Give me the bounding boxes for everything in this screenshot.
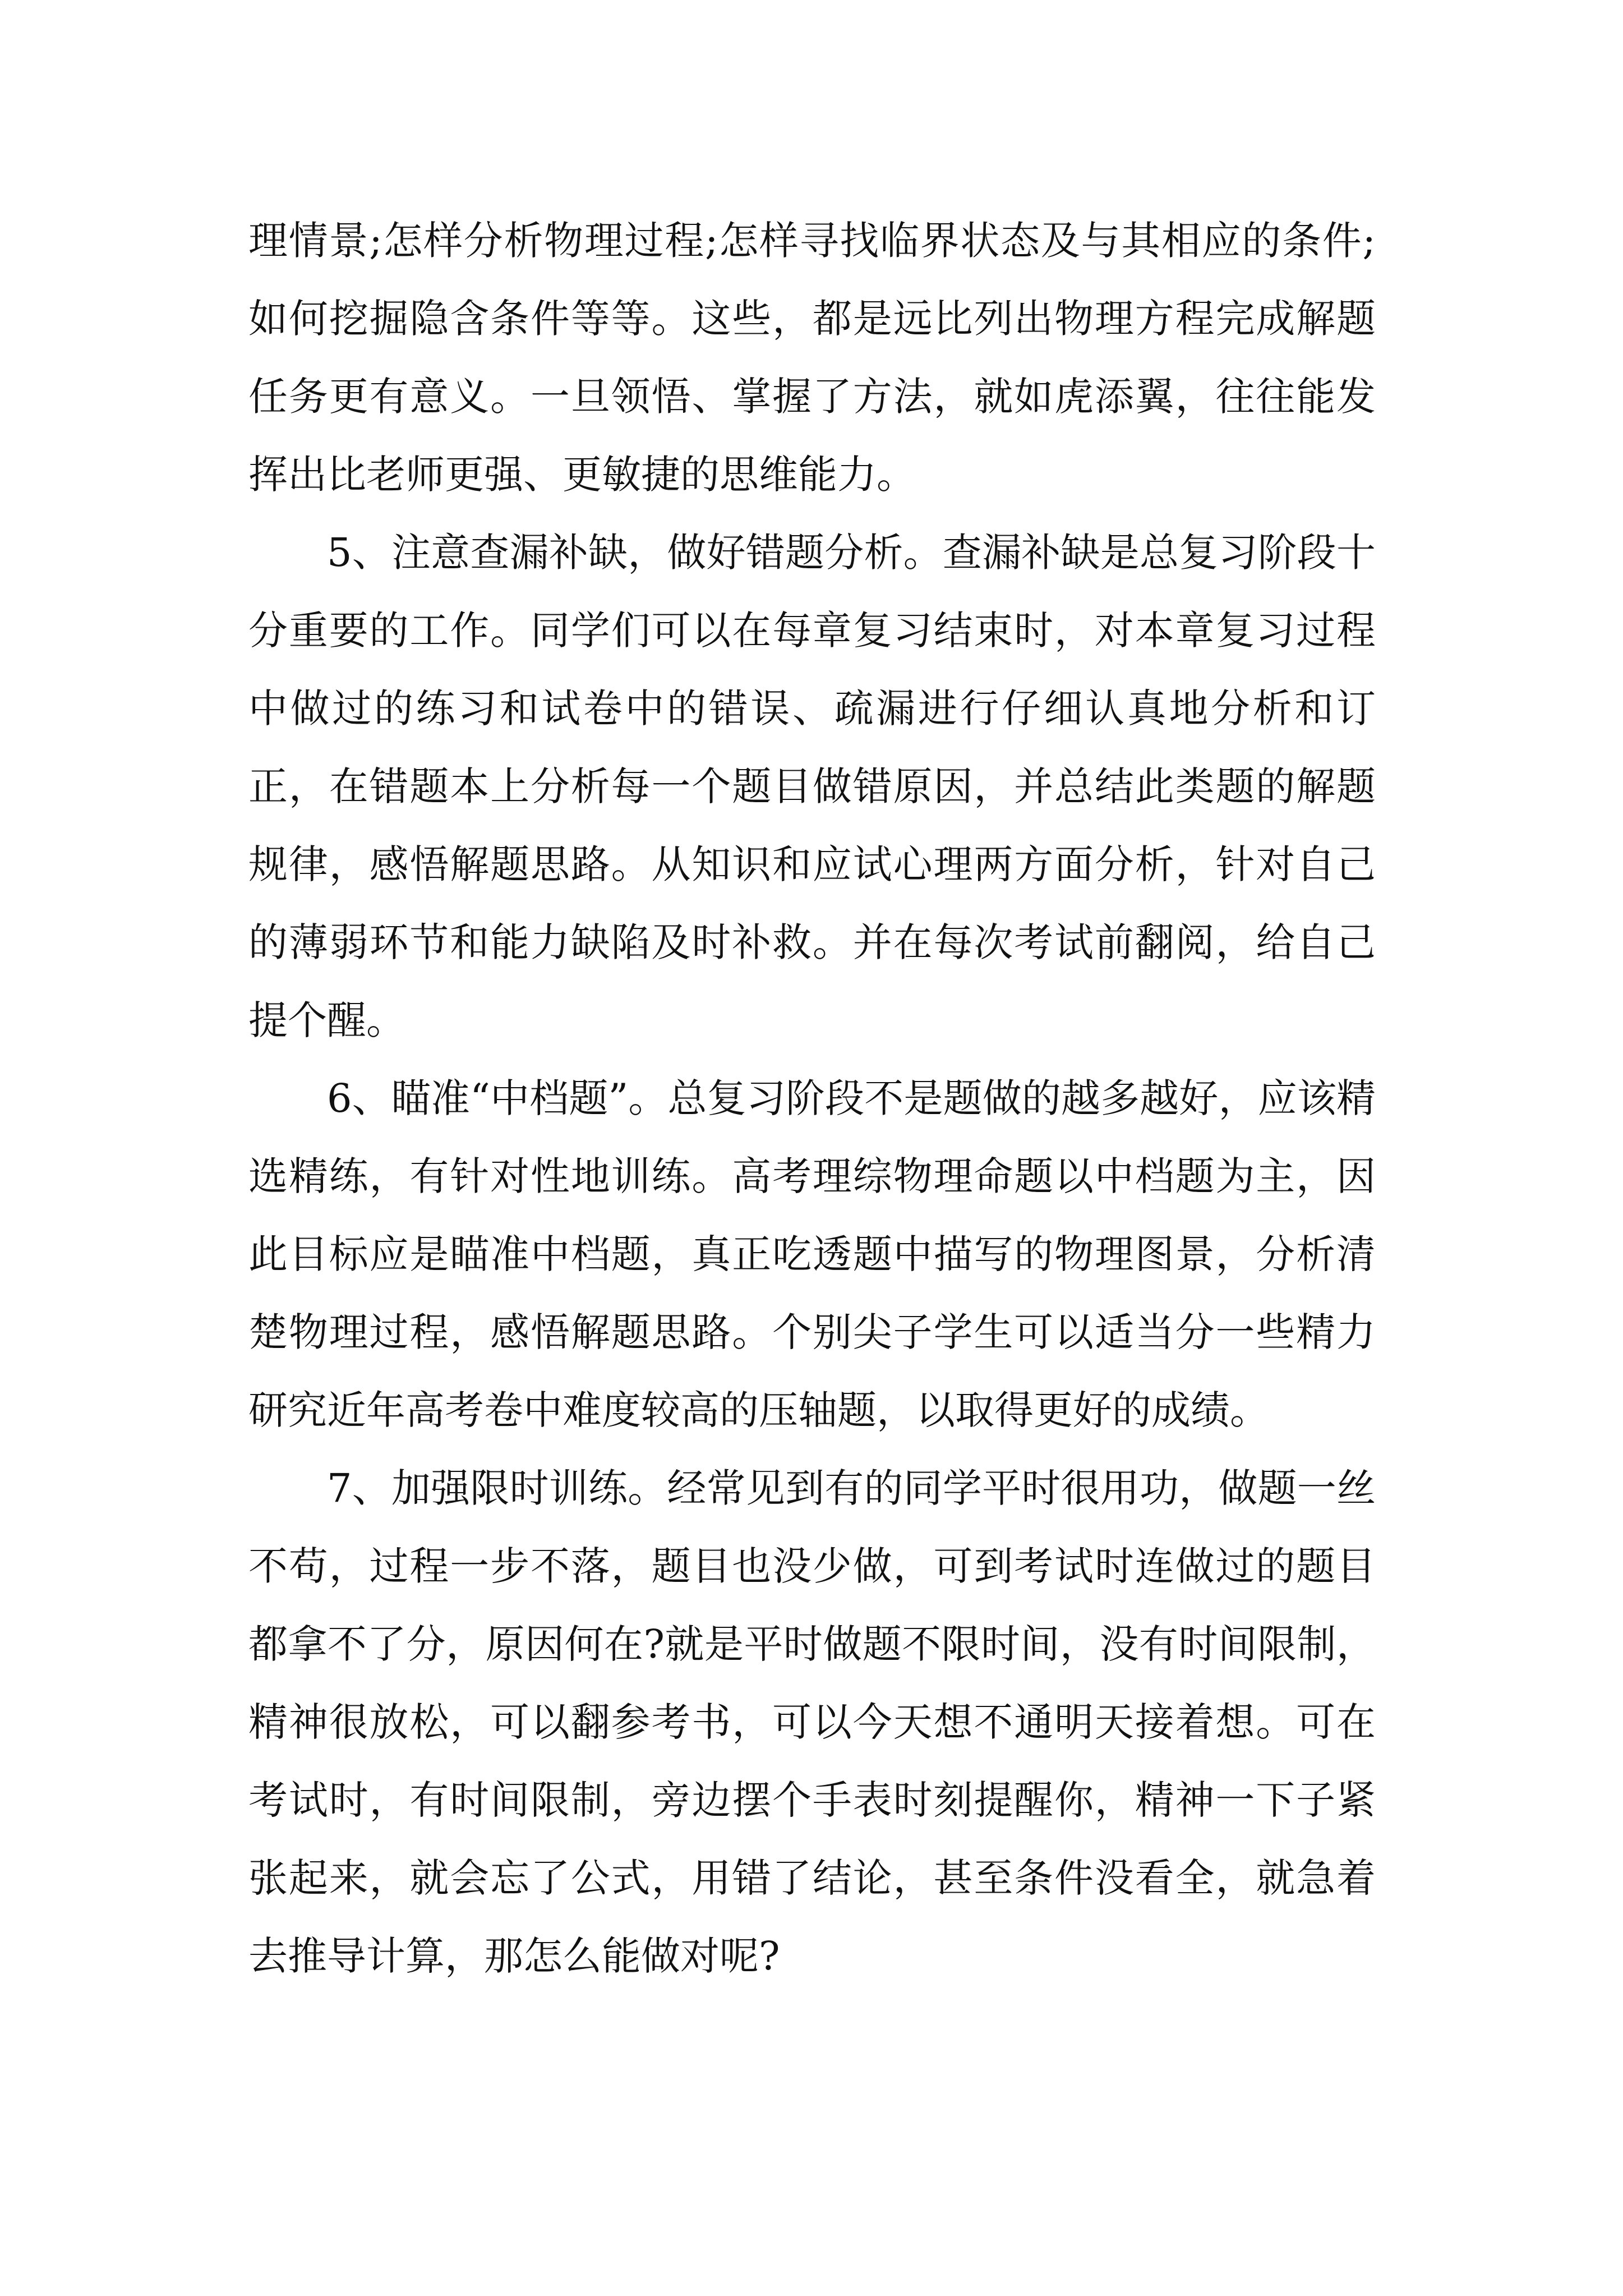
- document-body: [248, 202, 1376, 1995]
- paragraph-2: 5、注意查漏补缺，做好错题分析。查漏补缺是总复习阶段十分重要的工作。同学们可以在每章复习结束时，对本章复习过程中做过的练习和试卷中的错误、疏漏进行仔细认真地分析和订正，在错题本上分析每一个题目做错原因，并总结此类题的解题规律，感悟解题思路。从知识和应试心理两方面分析，针对自己的薄弱环节和能力缺陷及时补救。并在每次考试前翻阅，给自己提个醒。: [248, 530, 1376, 1043]
- paragraph-3: 6、瞄准“中档题”。总复习阶段不是题做的越多越好，应该精选精练，有针对性地训练。高考理综物理命题以中档题为主，因此目标应是瞄准中档题，真正吃透题中描写的物理图景，分析清楚物理过程，感悟解题思路。个别尖子学生可以适当分一些精力研究近年高考卷中难度较高的压轴题，以取得更好的成绩。: [248, 1075, 1376, 1433]
- paragraph-1: 理情景;怎样分析物理过程;怎样寻找临界状态及与其相应的条件;如何挖掘隐含条件等等。这些，都是远比列出物理方程完成解题任务更有意义。一旦领悟、掌握了方法，就如虎添翼，往往能发挥出比老师更强、更敏捷的思维能力。: [248, 218, 1376, 498]
- paragraph-4: 7、加强限时训练。经常见到有的同学平时很用功，做题一丝不苟，过程一步不落，题目也没少做，可到考试时连做过的题目都拿不了分，原因何在?就是平时做题不限时间，没有时间限制，精神很放松，可以翻参考书，可以今天想不通明天接着想。可在考试时，有时间限制，旁边摆个手表时刻提醒你，精神一下子紧张起来，就会忘了公式，用错了结论，甚至条件没看全，就急着去推导计算，那怎么能做对呢?: [248, 1465, 1376, 1979]
